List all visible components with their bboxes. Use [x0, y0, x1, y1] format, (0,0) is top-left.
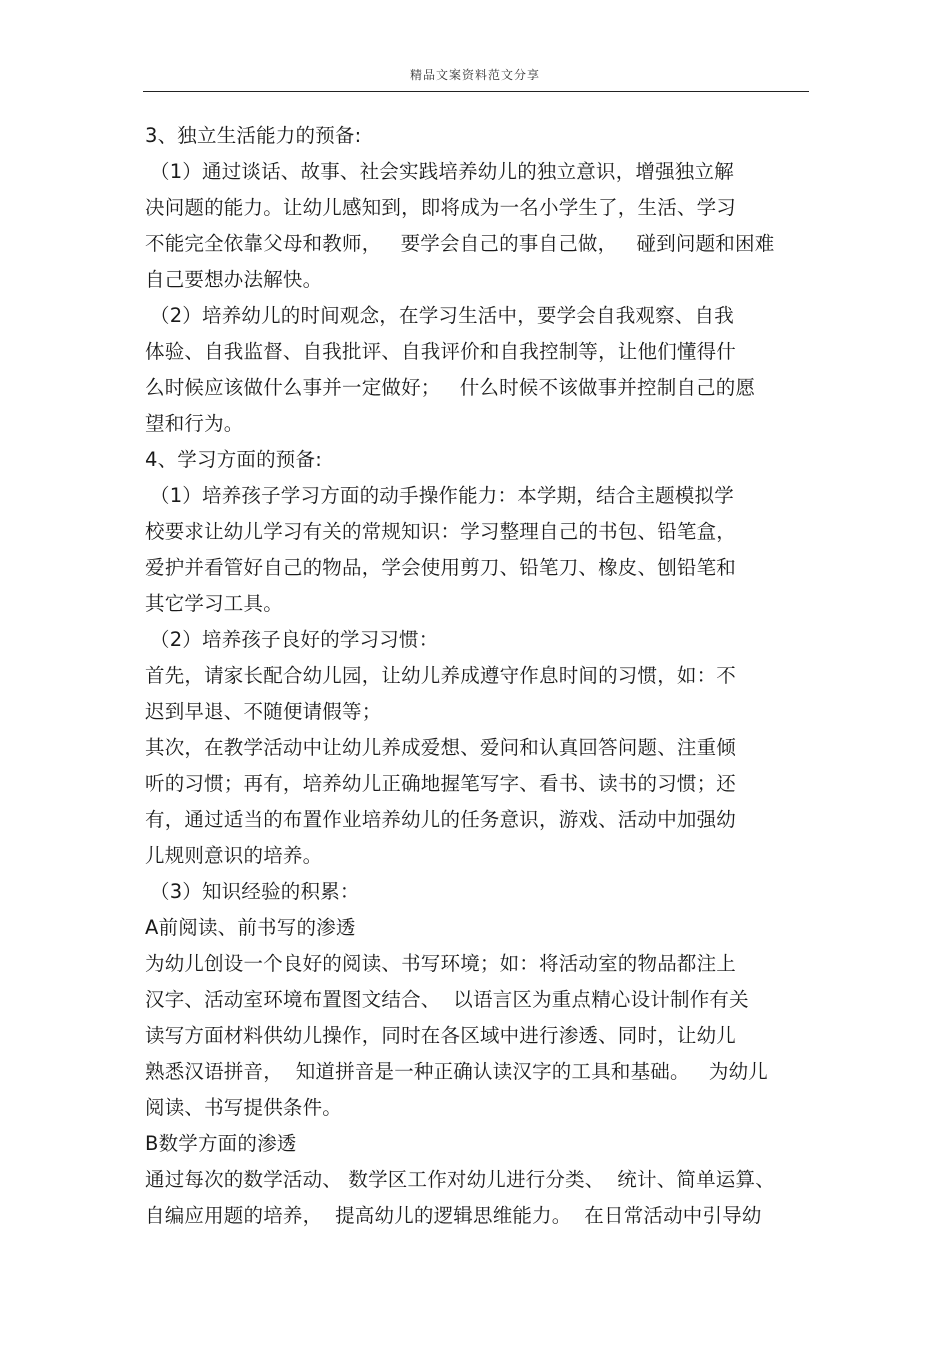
text-line: 为幼儿创设一个良好的阅读、书写环境；如：将活动室的物品都注上 [145, 952, 737, 975]
text-line: 迟到早退、不随便请假等； [145, 700, 382, 723]
text-line: 望和行为。 [145, 412, 244, 435]
text-line: 听的习惯；再有，培养幼儿正确地握笔写字、看书、读书的习惯；还 [145, 772, 737, 795]
text-line: 首先，请家长配合幼儿园，让幼儿养成遵守作息时间的习惯，如：不 [145, 664, 737, 687]
text-line: 决问题的能力。让幼儿感知到，即将成为一名小学生了，生活、学习 [145, 196, 737, 219]
header-divider [143, 91, 809, 92]
text-line: 么时候应该做什么事并一定做好； 什么时候不该做事并控制自己的愿 [145, 376, 756, 399]
text-line: （1）通过谈话、故事、社会实践培养幼儿的独立意识，增强独立解 [150, 160, 734, 183]
text-line: 校要求让幼儿学习有关的常规知识：学习整理自己的书包、铅笔盒， [145, 520, 737, 543]
page-header: 精品文案资料范文分享 [409, 68, 540, 82]
text-line: 自编应用题的培养， 提高幼儿的逻辑思维能力。 在日常活动中引导幼 [145, 1204, 762, 1227]
text-line: （3）知识经验的积累： [150, 880, 360, 903]
text-line: 4、学习方面的预备: [145, 448, 322, 471]
text-line: 不能完全依靠父母和教师， 要学会自己的事自己做， 碰到问题和困难 [145, 232, 775, 255]
text-line: 有，通过适当的布置作业培养幼儿的任务意识，游戏、活动中加强幼 [145, 808, 737, 831]
text-line: 读写方面材料供幼儿操作，同时在各区域中进行渗透、同时，让幼儿 [145, 1024, 737, 1047]
text-line: （1）培养孩子学习方面的动手操作能力：本学期，结合主题模拟学 [150, 484, 734, 507]
text-line: 体验、自我监督、自我批评、自我评价和自我控制等，让他们懂得什 [145, 340, 737, 363]
text-line: 阅读、书写提供条件。 [145, 1096, 343, 1119]
document-body [145, 118, 815, 1234]
text-line: （2）培养幼儿的时间观念，在学习生活中，要学会自我观察、自我 [150, 304, 734, 327]
text-line: （2）培养孩子良好的学习习惯： [150, 628, 439, 651]
text-line: 汉字、活动室环境布置图文结合、 以语言区为重点精心设计制作有关 [145, 988, 749, 1011]
text-line: A前阅读、前书写的渗透 [145, 916, 356, 939]
text-line: 儿规则意识的培养。 [145, 844, 323, 867]
text-line: 3、独立生活能力的预备: [145, 124, 362, 147]
text-line: B数学方面的渗透 [145, 1132, 297, 1155]
text-line: 其次，在教学活动中让幼儿养成爱想、爱问和认真回答问题、注重倾 [145, 736, 737, 759]
text-line: 熟悉汉语拼音， 知道拼音是一种正确认读汉字的工具和基础。 为幼儿 [145, 1060, 768, 1083]
text-line: 其它学习工具。 [145, 592, 283, 615]
text-line: 爱护并看管好自己的物品，学会使用剪刀、铅笔刀、橡皮、刨铅笔和 [145, 556, 737, 579]
text-line: 通过每次的数学活动、 数学区工作对幼儿进行分类、 统计、简单运算、 [145, 1168, 775, 1191]
text-line: 自己要想办法解快。 [145, 268, 323, 291]
